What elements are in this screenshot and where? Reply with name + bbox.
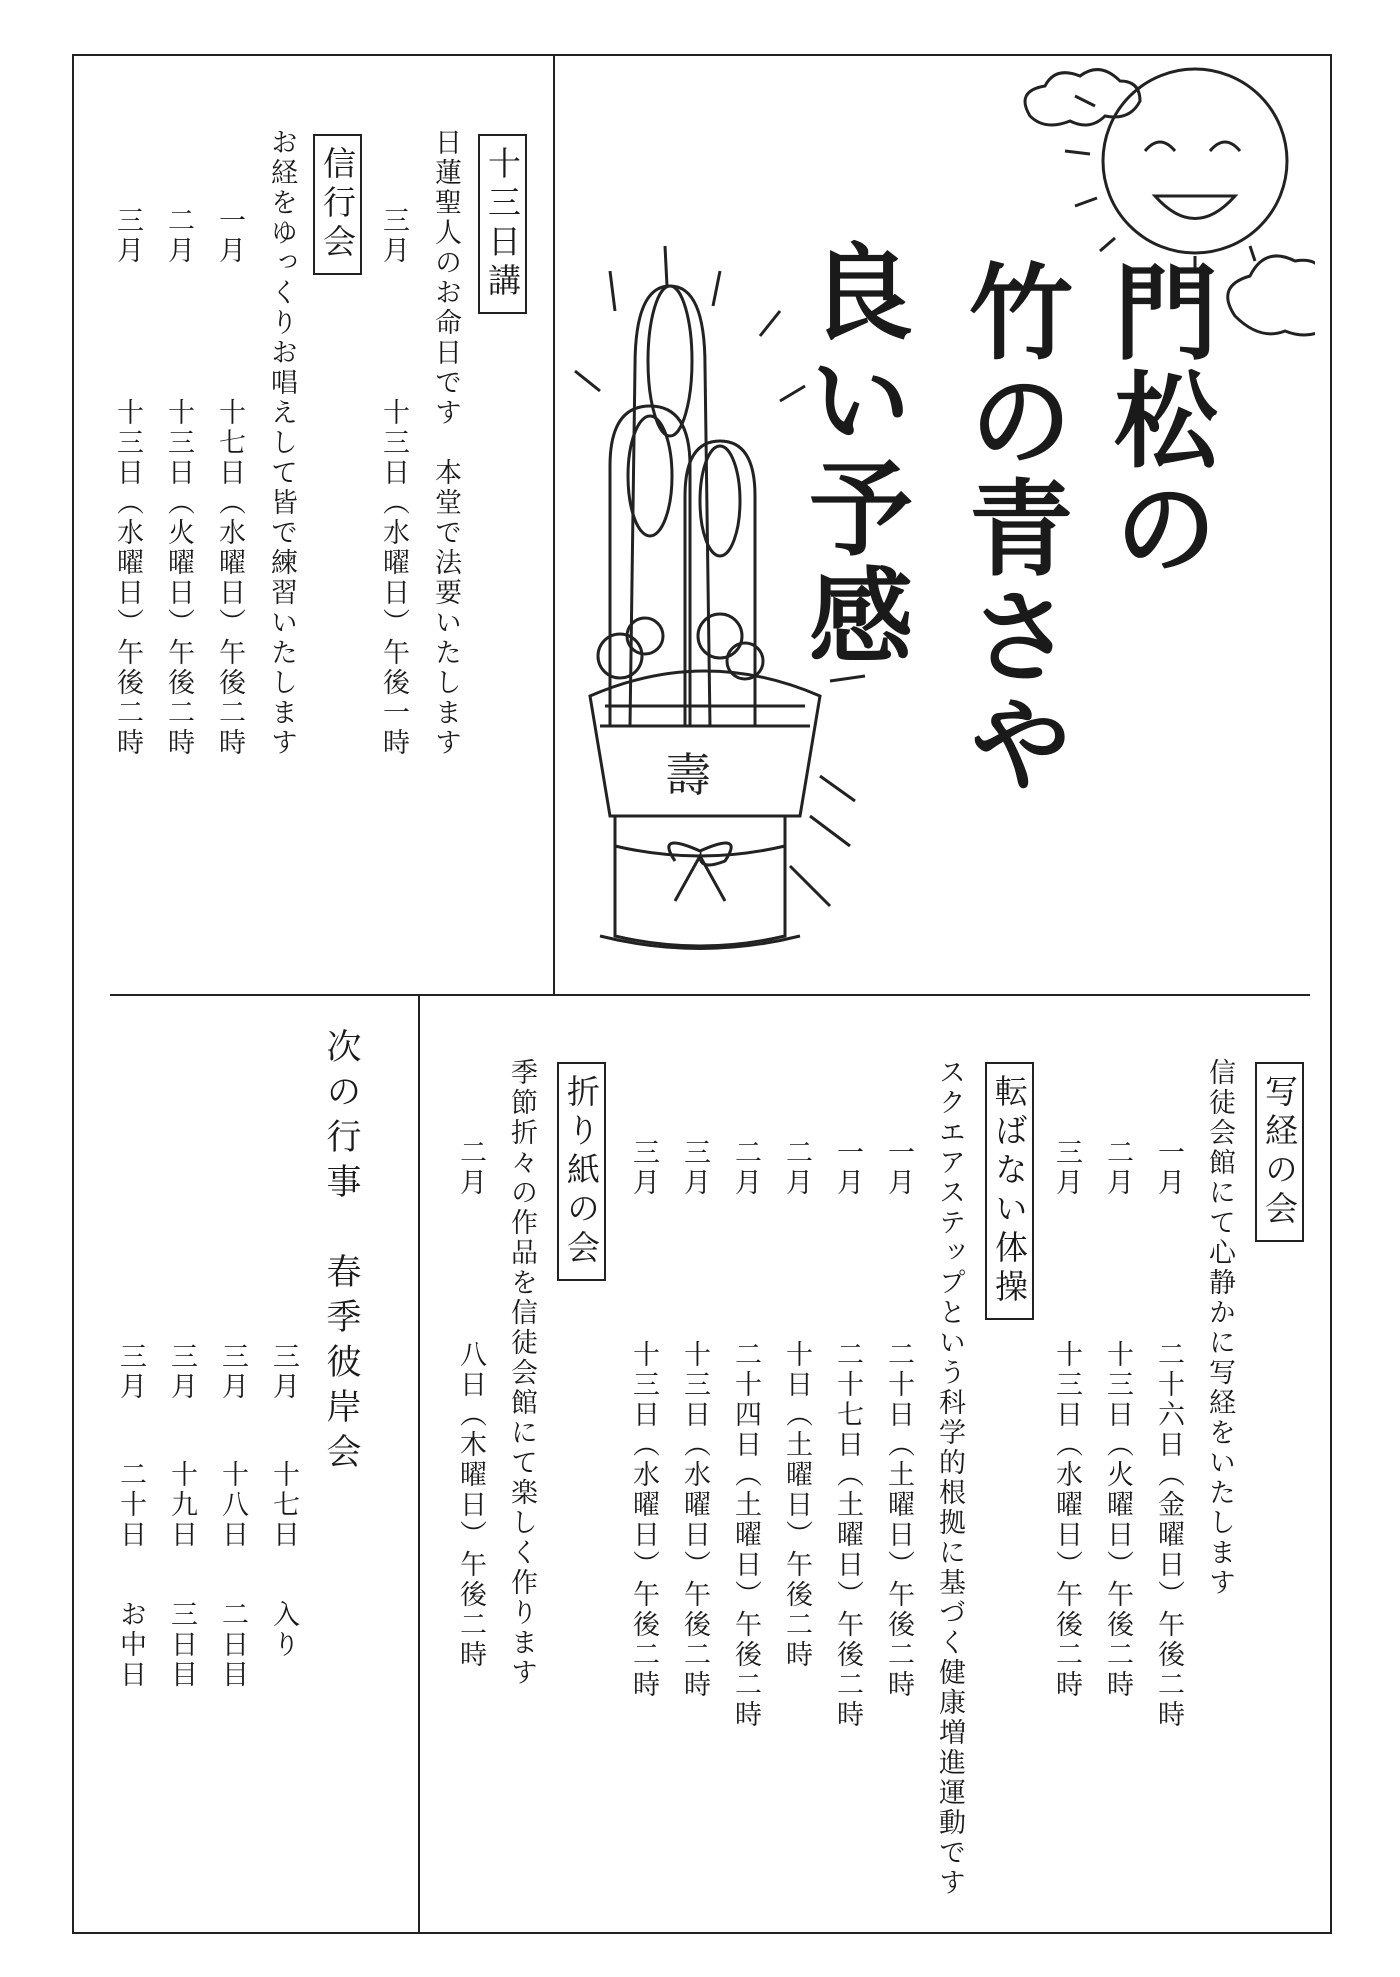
next-event-day-1: 十七日: [268, 1460, 299, 1550]
next-event-day-3: 十九日: [166, 1460, 197, 1550]
next-event-month-2: 三月: [217, 1342, 248, 1402]
next-event-note-1: 入り: [268, 1600, 299, 1660]
next-event-note-4: お中日: [115, 1600, 146, 1690]
shingyoukai-heading: 信行会: [313, 134, 362, 275]
next-event-note-2: 二日目: [217, 1600, 248, 1690]
taisou-detail-5: 十三日（水曜日）午後二時: [679, 1340, 710, 1700]
shakyou-month-2: 二月: [1102, 1138, 1133, 1198]
shakyou-description: 信徒会館にて心静かに写経をいたします: [1204, 1058, 1235, 1598]
taisou-detail-4: 二十四日（土曜日）午後二時: [730, 1340, 761, 1730]
next-event-month-1: 三月: [268, 1342, 299, 1402]
shingyoukai-detail-1: 十七日（水曜日）午後二時: [214, 398, 245, 758]
shingyoukai-month-2: 二月: [163, 206, 194, 266]
shingyoukai-month-1: 一月: [214, 206, 245, 266]
origami-month-1: 二月: [455, 1138, 486, 1198]
shakyou-detail-1: 二十六日（金曜日）午後二時: [1153, 1340, 1184, 1730]
kadomatsu-icon: [590, 286, 820, 949]
juusanbi-kou-heading: 十三日講: [478, 134, 527, 314]
taisou-detail-1: 二十日（土曜日）午後二時: [883, 1340, 914, 1700]
taisou-month-2: 一月: [832, 1138, 863, 1198]
kotobuki-label: 壽: [665, 748, 711, 802]
bottom-divider-vertical: [418, 996, 420, 1932]
next-event-day-2: 十八日: [217, 1460, 248, 1550]
juusanbi-kou-description: 日蓮聖人のお命日です 本堂で法要いたします: [430, 128, 461, 758]
taisou-month-4: 二月: [730, 1138, 761, 1198]
next-event-month-4: 三月: [115, 1342, 146, 1402]
haiku-line-2: 竹の青さや: [951, 258, 1073, 798]
haiku-line-1: 門松の: [1096, 258, 1218, 582]
shingyoukai-detail-3: 十三日（水曜日）午後二時: [112, 398, 143, 758]
shakyou-heading: 写経の会: [1255, 1062, 1304, 1242]
taisou-detail-3: 十日（土曜日）午後二時: [781, 1340, 812, 1670]
horizontal-divider: [110, 994, 1310, 996]
shingyoukai-description: お経をゆっくりお唱えして皆で練習いたします: [266, 128, 297, 758]
next-event-month-3: 三月: [166, 1342, 197, 1402]
origami-description: 季節折々の作品を信徒会館にて楽しく作ります: [506, 1058, 537, 1688]
shakyou-detail-2: 十三日（火曜日）午後二時: [1102, 1340, 1133, 1700]
origami-detail-1: 八日（木曜日）午後二時: [455, 1340, 486, 1670]
taisou-heading: 転ばない体操: [985, 1062, 1034, 1320]
origami-heading: 折り紙の会: [557, 1062, 606, 1281]
juusanbi-kou-month-1: 三月: [378, 206, 409, 266]
taisou-month-1: 一月: [883, 1138, 914, 1198]
shakyou-month-1: 一月: [1153, 1138, 1184, 1198]
taisou-month-6: 三月: [628, 1138, 659, 1198]
taisou-detail-6: 十三日（水曜日）午後二時: [628, 1340, 659, 1700]
taisou-detail-2: 二十七日（土曜日）午後二時: [832, 1340, 863, 1730]
next-event-day-4: 二十日: [115, 1460, 146, 1550]
taisou-month-5: 三月: [679, 1138, 710, 1198]
taisou-month-3: 二月: [781, 1138, 812, 1198]
next-event-heading: 次の行事 春季彼岸会: [321, 1028, 361, 1478]
haiku-line-3: 良い予感: [791, 238, 913, 670]
taisou-description: スクエアステップという科学的根拠に基づく健康増進運動です: [934, 1058, 965, 1898]
shakyou-detail-3: 十三日（水曜日）午後二時: [1051, 1340, 1082, 1700]
shingyoukai-month-3: 三月: [112, 206, 143, 266]
juusanbi-kou-detail-1: 十三日（水曜日）午後一時: [378, 398, 409, 758]
shingyoukai-detail-2: 十三日（火曜日）午後二時: [163, 398, 194, 758]
shakyou-month-3: 三月: [1051, 1138, 1082, 1198]
next-event-note-3: 三日目: [166, 1600, 197, 1690]
sun-face-icon: [1065, 69, 1287, 271]
